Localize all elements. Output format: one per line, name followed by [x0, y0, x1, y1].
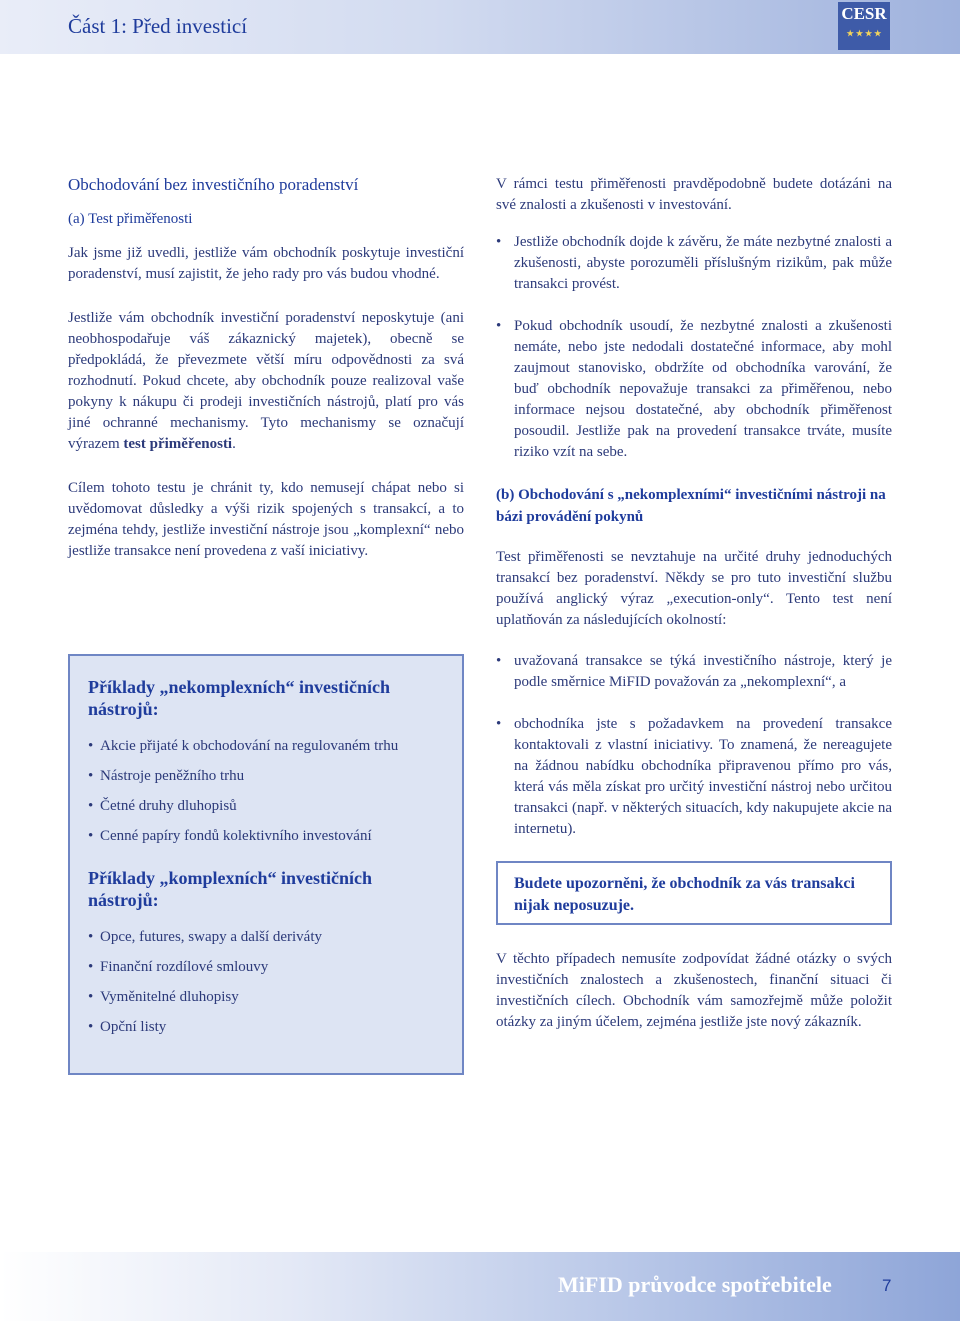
execution-only-heading: (b) Obchodování s „nekomplexními“ investičními nástroji na bázi provádění pokynů — [496, 487, 886, 525]
list-item: • obchodníka jste s požadavkem na provedení transakce kontaktovali z vlastní iniciativy. To znamená, že nereagujete na žádnou nabídku obchodníka připravenou přímo pro vás, která vás měla získat pro určitý investiční nástroj nebo určitou transakci (např. v některých situacích, kdy nakupujete akcie na internetu). — [496, 714, 892, 840]
eu-stars-icon: ★ ★ ★ ★ — [846, 29, 882, 38]
list-item: • Nástroje peněžního trhu — [88, 766, 444, 787]
cesr-logo — [838, 2, 890, 50]
subsection-heading: (a) Test přiměřenosti — [68, 211, 193, 227]
footer-title: MiFID průvodce spotřebitele — [558, 1272, 832, 1297]
list-item: • Opce, futures, swapy a další deriváty — [88, 927, 444, 948]
paragraph-test-purpose: Cílem tohoto testu je chránit ty, kdo nemusejí chápat nebo si uvědomovat důsledky a výši rizik spojených s transakcí, a to zejména tehdy, jestliže investiční nástroje jsou „komplexní“ nebo jestliže transakce není provedena z vaší iniciativy. — [68, 480, 464, 559]
page-title: Část 1: Před investicí — [68, 14, 248, 38]
section-heading: Obchodování bez investičního poradenství — [68, 175, 359, 194]
list-item: • Pokud obchodník usoudí, že nezbytné znalosti a zkušenosti nemáte, nebo jste nedodali dostatečné informace, aby mohl zaujmout stanovisko, obdržíte od obchodníka varování, že buď obchodník nepovažuje transakci za přiměřenou, nebo informace nejsou dostatečné, aby obchodník přiměřenost posoudil. Jestliže pak na provedení transakce trváte, musíte riziko vzít na sebe. — [496, 316, 892, 463]
list-item: • Četné druhy dluhopisů — [88, 796, 444, 817]
list-item: • uvažovaná transakce se týká investičního nástroje, který je podle směrnice MiFID považován za „nekomplexní“, a — [496, 651, 892, 693]
noncomplex-list — [88, 736, 444, 847]
paragraph-execution-only: Test přiměřenosti se nevztahuje na určité druhy jednoduchých transakcí bez poradenství. Někdy se pro tuto investiční službu používá anglický výraz „execution-only“. Tento test není uplatňován za následujících okolností: — [496, 549, 892, 628]
list-item: • Akcie přijaté k obchodování na regulovaném trhu — [88, 736, 444, 757]
outcome-list — [496, 232, 892, 463]
test-term: test přiměřenosti — [123, 436, 233, 452]
paragraph-test-questions: V rámci testu přiměřenosti pravděpodobně budete dotázáni na své znalosti a zkušenosti v investování. — [496, 176, 892, 213]
logo-text: CESR — [841, 4, 887, 23]
right-column — [496, 174, 892, 1056]
paragraph-no-questions: V těchto případech nemusíte zodpovídat žádné otázky o svých investičních znalostech a zkušenostech, finanční situaci či investičních cílech. Obchodník vám samozřejmě může položit otázky za jiným účelem, zejména jestliže jste nový zákazník. — [496, 951, 892, 1030]
conditions-list — [496, 651, 892, 840]
page-number: 7 — [882, 1276, 892, 1295]
complex-heading: Příklady „komplexních“ investičních nástrojů: — [88, 868, 373, 910]
noncomplex-heading: Příklady „nekomplexních“ investičních nástrojů: — [88, 677, 391, 719]
warning-box: Budete upozorněni, že obchodník za vás transakci nijak neposuzuje. — [496, 861, 892, 925]
list-item: • Finanční rozdílové smlouvy — [88, 957, 444, 978]
list-item: • Cenné papíry fondů kolektivního investování — [88, 826, 444, 847]
period: . — [232, 436, 236, 452]
paragraph-no-advice-text: Jestliže vám obchodník investiční poradenství neposkytuje (ani neobhospodařuje váš zákaznický majetek), obecně se předpokládá, že převezmete větší míru odpovědnosti za svá rozhodnutí. Pokud chcete, aby obchodník pouze realizoval vaše pokyny k nákupu či prodeji investičních nástrojů, platí pro vás jiné ochranné mechanismy. Tyto mechanismy se označují výrazem — [68, 310, 464, 452]
paragraph-no-advice — [68, 308, 464, 455]
paragraph-intro: Jak jsme již uvedli, jestliže vám obchodník poskytuje investiční poradenství, musí zajistit, že jeho rady pro vás budou vhodné. — [68, 245, 464, 282]
left-column — [68, 174, 464, 585]
list-item: • Vyměnitelné dluhopisy — [88, 987, 444, 1008]
list-item: • Opční listy — [88, 1017, 444, 1038]
complex-list — [88, 927, 444, 1038]
examples-box — [68, 654, 464, 1075]
list-item: • Jestliže obchodník dojde k závěru, že máte nezbytné znalosti a zkušenosti, abyste porozuměli příslušným rizikům, pak může transakci provést. — [496, 232, 892, 295]
